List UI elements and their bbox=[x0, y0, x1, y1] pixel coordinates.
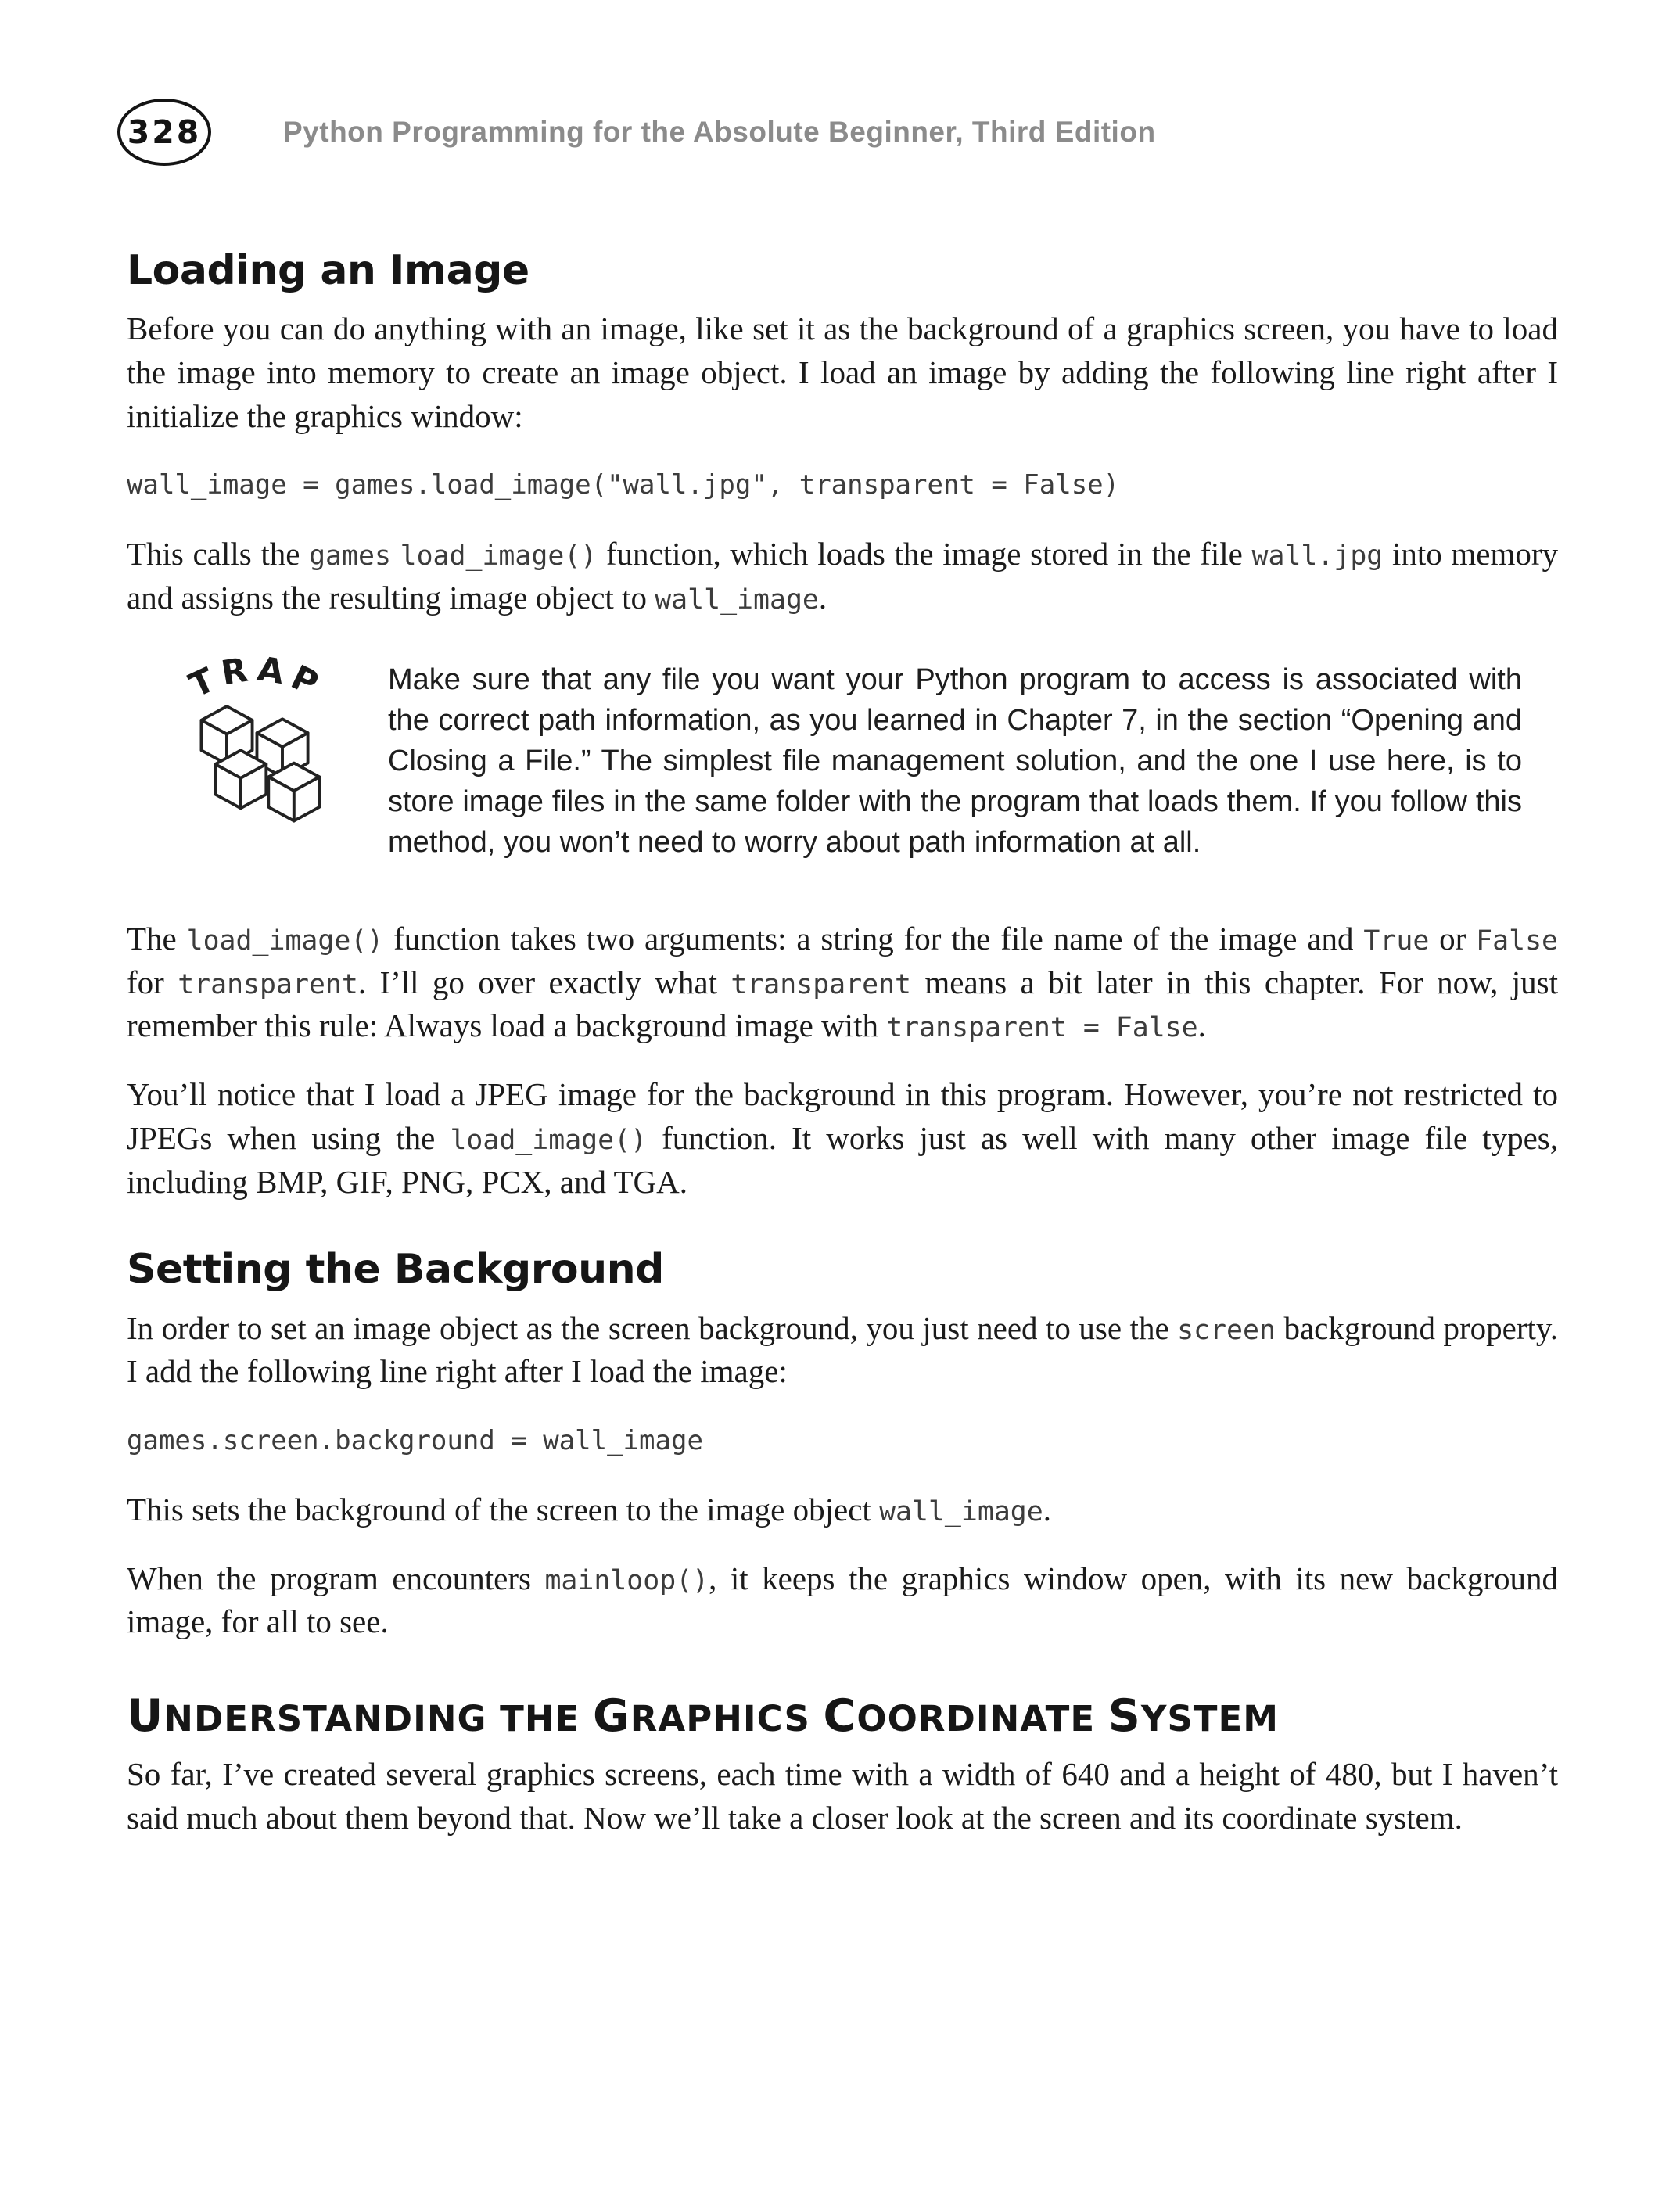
page-header bbox=[0, 0, 1680, 166]
page-content bbox=[127, 249, 1558, 1840]
paragraph-background-intro: In order to set an image object as the screen background, you just need to use the screen background property. I add the following line right after I load the image: bbox=[127, 1309, 1558, 1390]
page-number: 328 bbox=[127, 113, 202, 151]
trap-note-text: Make sure that any file you want your Python program to access is associated with the correct path information, as you learned in Chapter 7, in the section “Opening and Closing a File.” The simplest file management solution, and the one I use here, is to store image files in the same folder with the program that loads them. If you follow this method, you won’t need to worry about path information at all. bbox=[388, 662, 1522, 859]
trap-icon bbox=[169, 653, 343, 863]
code-load-image: wall_image = games.load_image("wall.jpg", transparent = False) bbox=[127, 469, 1120, 501]
trap-label: TRAP bbox=[183, 652, 331, 707]
trap-note bbox=[127, 652, 1558, 863]
paragraph-mainloop: When the program encounters mainloop(), it keeps the graphics window open, with its new background image, for all to see. bbox=[127, 1560, 1558, 1640]
paragraph-jpeg-note: You’ll notice that I load a JPEG image for the background in this program. However, you’re not restricted to JPEGs when using the load_image() function. It works just as well with many other image file types, including BMP, GIF, PNG, PCX, and TGA. bbox=[127, 1076, 1558, 1200]
book-title: Python Programming for the Absolute Beginner, Third Edition bbox=[283, 116, 1156, 148]
page-number-badge bbox=[117, 99, 211, 166]
paragraph-sets-background: This sets the background of the screen to the image object wall_image. bbox=[127, 1491, 1051, 1528]
paragraph-loading-intro: Before you can do anything with an image, like set it as the background of a graphics screen, you have to load the image into memory to create an image object. I load an image by adding the following line right after I initialize the graphics window: bbox=[127, 311, 1558, 434]
paragraph-coordinate-intro: So far, I’ve created several graphics screens, each time with a width of 640 and a height of 480, but I haven’t said much about them beyond that. Now we’ll take a closer look at the screen and its coordinate system. bbox=[127, 1756, 1558, 1836]
paragraph-load-image-calls: This calls the games load_image() function, which loads the image stored in the file wall.jpg into memory and assigns the resulting image object to wall_image. bbox=[127, 536, 1559, 616]
code-set-background: games.screen.background = wall_image bbox=[127, 1425, 703, 1457]
section-heading-loading-an-image: Loading an Image bbox=[127, 247, 529, 294]
section-heading-coordinate-system: UNDERSTANDING THE GRAPHICS COORDINATE SYSTEM bbox=[127, 1690, 1280, 1743]
svg-text:TRAP bbox=[184, 653, 331, 707]
paragraph-load-image-args: The load_image() function takes two arguments: a string for the file name of the image and True or False for transparent. I’ll go over exactly what transparent means a bit later in this chapter. For now, just remember this rule: Always load a background image with transparent = False. bbox=[127, 920, 1559, 1044]
trap-cubes-icon bbox=[169, 653, 343, 827]
section-heading-setting-the-background: Setting the Background bbox=[127, 1246, 664, 1294]
